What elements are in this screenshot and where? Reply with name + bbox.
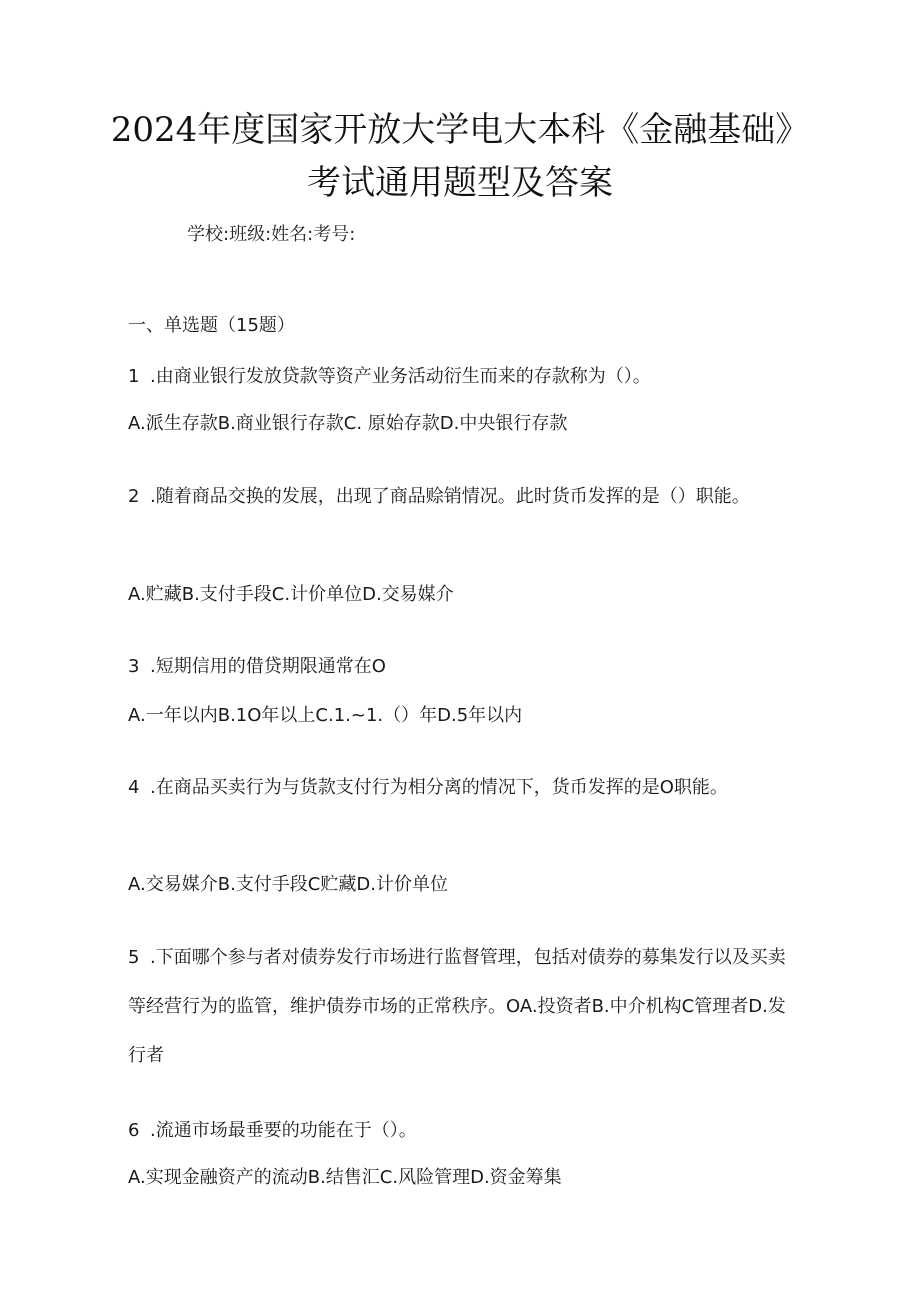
question-1-options: A.派生存款B.商业银行存款C. 原始存款D.中央银行存款	[128, 413, 568, 434]
question-1	[128, 352, 788, 401]
question-6	[128, 1106, 788, 1155]
question-number: 6	[128, 1120, 140, 1141]
question-text: .由商业银行发放贷款等资产业务活动衍生而来的存款称为（）。	[150, 366, 651, 387]
question-number: 5	[128, 947, 140, 968]
question-6-options: A.实现金融资产的流动B.结售汇C.风险管理D.资金筹集	[128, 1167, 562, 1188]
question-4-options: A.交易媒介B.支付手段C贮藏D.计价单位	[128, 874, 448, 895]
question-number: 2	[128, 486, 140, 507]
question-2-options: A.贮藏B.支付手段C.计价单位D.交易媒介	[128, 584, 454, 605]
question-text: .下面哪个参与者对债券发行市场进行监督管理，包括对债券的募集发行以及买卖等经营行为的监管，维护债券市场的正常秩序。OA.投资者B.中介机构C管理者D.发行者	[128, 947, 786, 1066]
document-title-line-2: 考试通用题型及答案	[307, 163, 613, 203]
question-number: 1	[128, 366, 140, 387]
question-4	[128, 763, 788, 812]
question-2	[128, 472, 788, 521]
question-text: .短期信用的借贷期限通常在O	[150, 656, 386, 677]
question-3	[128, 642, 788, 691]
question-text: .随着商品交换的发展，出现了商品赊销情况。此时货币发挥的是（）职能。	[150, 486, 750, 507]
section-heading: 一、单选题（15题）	[128, 315, 295, 336]
student-info-line: 学校:班级:姓名:考号:	[187, 224, 356, 245]
question-number: 3	[128, 656, 140, 677]
question-5	[128, 933, 788, 1080]
question-text: .在商品买卖行为与货款支付行为相分离的情况下，货币发挥的是O职能。	[150, 777, 728, 798]
question-text: .流通市场最垂要的功能在于（）。	[150, 1120, 417, 1141]
document-title-line-1: 2024年度国家开放大学电大本科《金融基础》	[110, 110, 810, 150]
question-3-options: A.一年以内B.1O年以上C.1.~1.（）年D.5年以内	[128, 705, 523, 726]
question-number: 4	[128, 777, 140, 798]
